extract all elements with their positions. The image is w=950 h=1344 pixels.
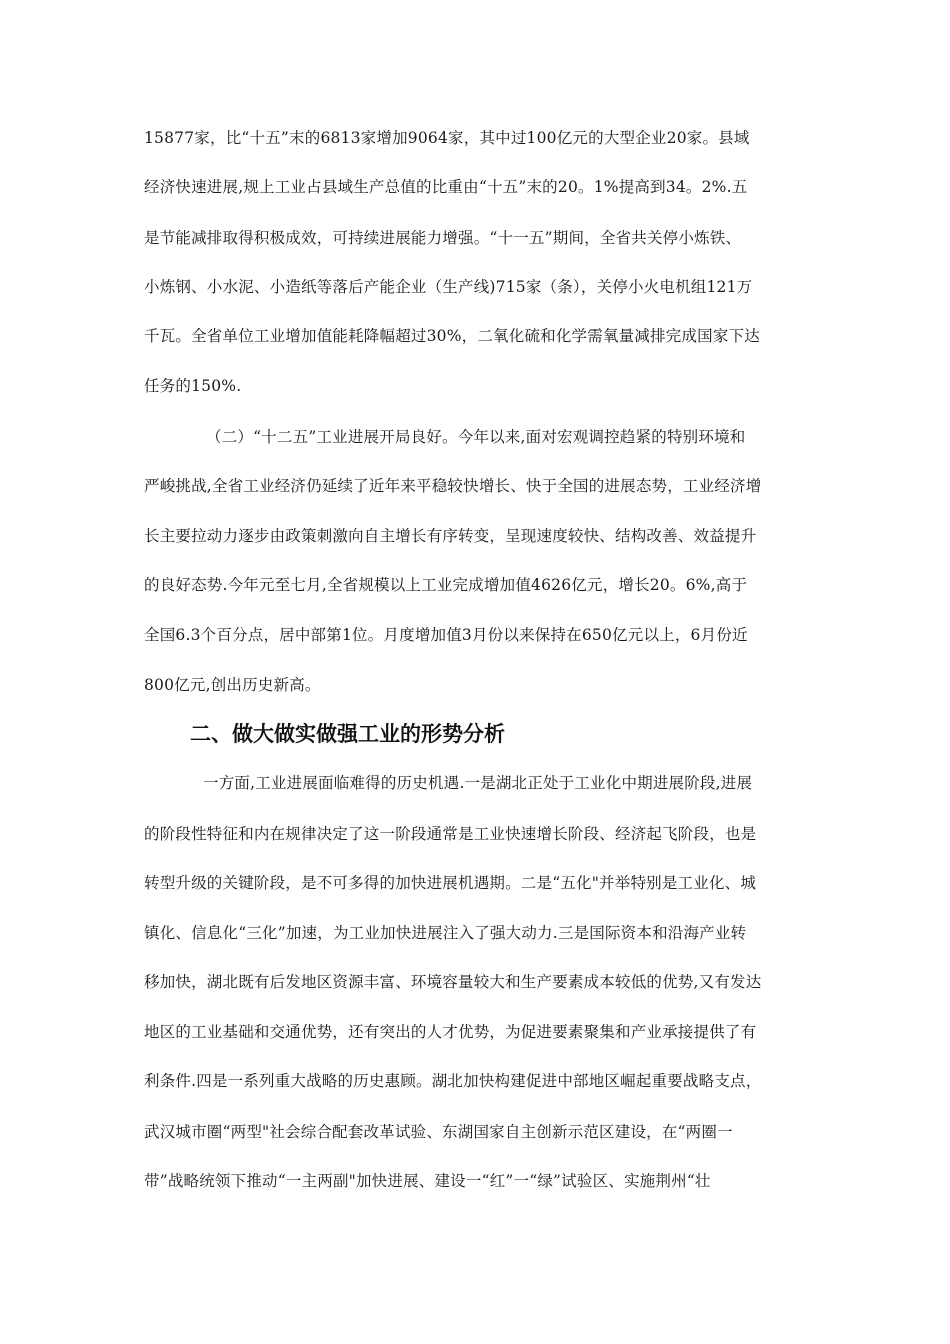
paragraph-first-line: 一方面,工业进展面临难得的历史机遇.一是湖北正处于工业化中期进展阶段,进展 <box>203 774 753 792</box>
body-text-line: 800亿元,创出历史新高。 <box>144 676 321 694</box>
body-text-line: 严峻挑战,全省工业经济仍延续了近年来平稳较快增长、快于全国的进展态势，工业经济增 <box>144 477 762 495</box>
body-text-line: 全国6.3个百分点，居中部第1位。月度增加值3月份以来保持在650亿元以上，6月份近 <box>144 626 748 644</box>
body-text-line: 武汉城市圈“两型"社会综合配套改革试验、东湖国家自主创新示范区建设，在“两圈一 <box>144 1123 733 1141</box>
body-text-line: 的良好态势.今年元至七月,全省规模以上工业完成增加值4626亿元，增长20。6%,高于 <box>144 576 748 594</box>
body-text-line: 经济快速进展,规上工业占县域生产总值的比重由“十五”末的20。1%提高到34。2%.五 <box>144 178 748 196</box>
body-text-line: 千瓦。全省单位工业增加值能耗降幅超过30%，二氧化硫和化学需氧量减排完成国家下达 <box>144 327 760 345</box>
body-text-line: 是节能减排取得积极成效，可持续进展能力增强。“十一五”期间，全省共关停小炼铁、 <box>144 229 742 247</box>
section-heading: 二、做大做实做强工业的形势分析 <box>190 722 505 746</box>
body-text-line: 利条件.四是一系列重大战略的历史惠顾。湖北加快构建促进中部地区崛起重要战略支点， <box>144 1072 762 1090</box>
body-text-line: 的阶段性特征和内在规律决定了这一阶段通常是工业快速增长阶段、经济起飞阶段，也是 <box>144 825 757 843</box>
body-text-line: 带”战略统领下推动“一主两副"加快进展、建设一“红”一“绿”试验区、实施荆州“壮 <box>144 1172 711 1190</box>
body-text-line: 地区的工业基础和交通优势，还有突出的人才优势，为促进要素聚集和产业承接提供了有 <box>144 1023 757 1041</box>
body-text-line: 小炼钢、小水泥、小造纸等落后产能企业（生产线)715家（条），关停小火电机组121万 <box>144 278 753 296</box>
paragraph-first-line: （二）“十二五”工业进展开局良好。今年以来,面对宏观调控趋紧的特别环境和 <box>206 428 746 446</box>
body-text-line: 长主要拉动力逐步由政策刺激向自主增长有序转变，呈现速度较快、结构改善、效益提升 <box>144 527 757 545</box>
body-text-line: 转型升级的关键阶段，是不可多得的加快进展机遇期。二是“五化"并举特别是工业化、城 <box>144 874 757 892</box>
body-text-line: 镇化、信息化“三化”加速，为工业加快进展注入了强大动力.三是国际资本和沿海产业转 <box>144 924 747 942</box>
body-text-line: 15877家，比“十五”末的6813家增加9064家，其中过100亿元的大型企业20家。县域 <box>144 129 750 147</box>
body-text-line: 移加快，湖北既有后发地区资源丰富、环境容量较大和生产要素成本较低的优势,又有发达 <box>144 973 762 991</box>
body-text-line: 任务的150%. <box>144 377 242 395</box>
